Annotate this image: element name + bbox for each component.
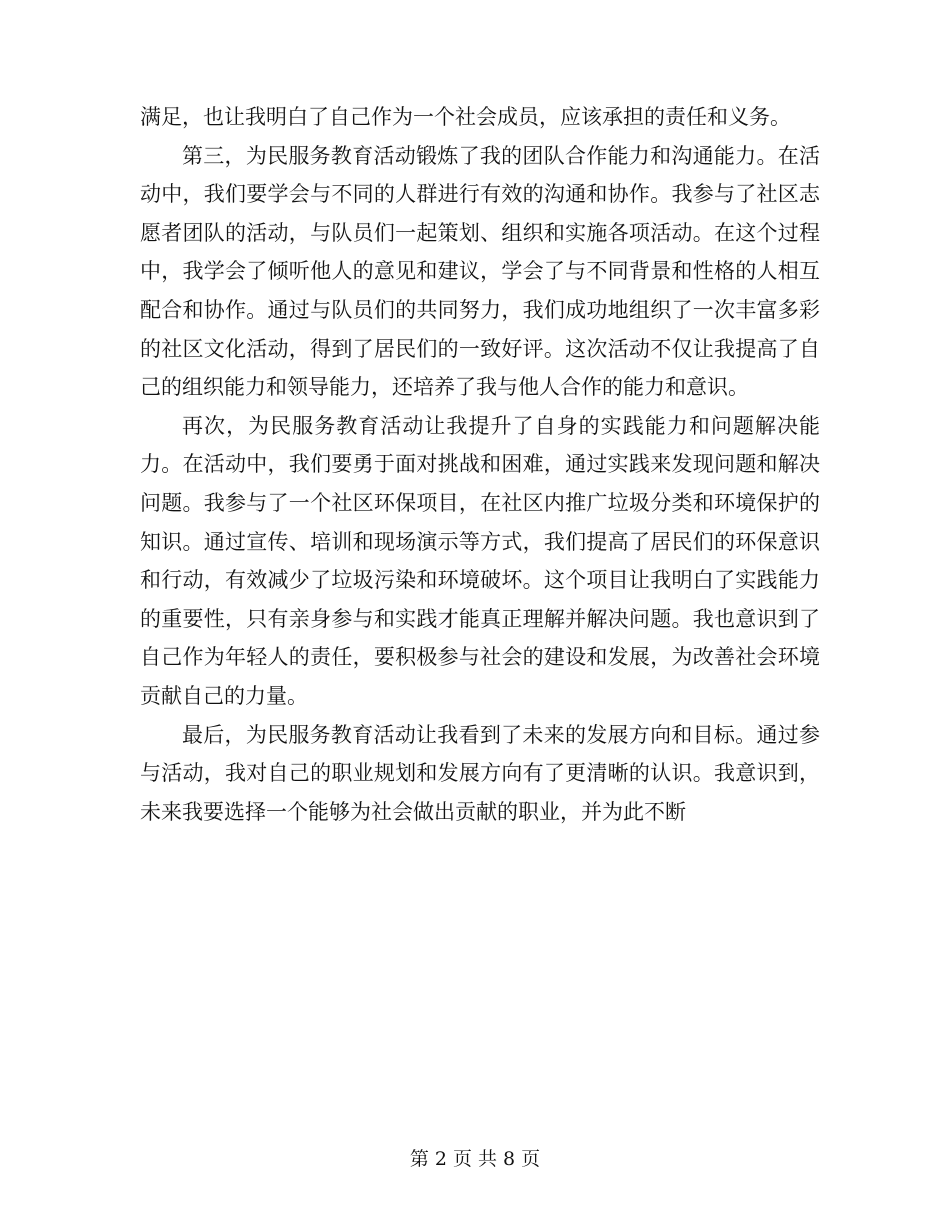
page-footer: 第 2 页 共 8 页 bbox=[409, 1148, 541, 1170]
paragraph-future: 最后，为民服务教育活动让我看到了未来的发展方向和目标。通过参与活动，我对自己的职业规划和发展方向有了更清晰的认识。我意识到，未来我要选择一个能够为社会做出贡献的职业，并为此不断 bbox=[140, 722, 820, 824]
paragraph-teamwork: 第三，为民服务教育活动锻炼了我的团队合作能力和沟通能力。在活动中，我们要学会与不同的人群进行有效的沟通和协作。我参与了社区志愿者团队的活动，与队员们一起策划、组织和实施各项活动。在这个过程中，我学会了倾听他人的意见和建议，学会了与不同背景和性格的人相互配合和协作。通过与队员们的共同努力，我们成功地组织了一次丰富多彩的社区文化活动，得到了居民们的一致好评。这次活动不仅让我提高了自己的组织能力和领导能力，还培养了我与他人合作的能力和意识。 bbox=[140, 143, 820, 400]
paragraph-practice: 再次，为民服务教育活动让我提升了自身的实践能力和问题解决能力。在活动中，我们要勇于面对挑战和困难，通过实践来发现问题和解决问题。我参与了一个社区环保项目，在社区内推广垃圾分类和环境保护的知识。通过宣传、培训和现场演示等方式，我们提高了居民们的环保意识和行动，有效减少了垃圾污染和环境破坏。这个项目让我明白了实践能力的重要性，只有亲身参与和实践才能真正理解并解决问题。我也意识到了自己作为年轻人的责任，要积极参与社会的建设和发展，为改善社会环境贡献自己的力量。 bbox=[140, 413, 820, 708]
document-body bbox=[140, 98, 820, 831]
paragraph-continuation: 满足，也让我明白了自己作为一个社会成员，应该承担的责任和义务。 bbox=[140, 105, 791, 129]
